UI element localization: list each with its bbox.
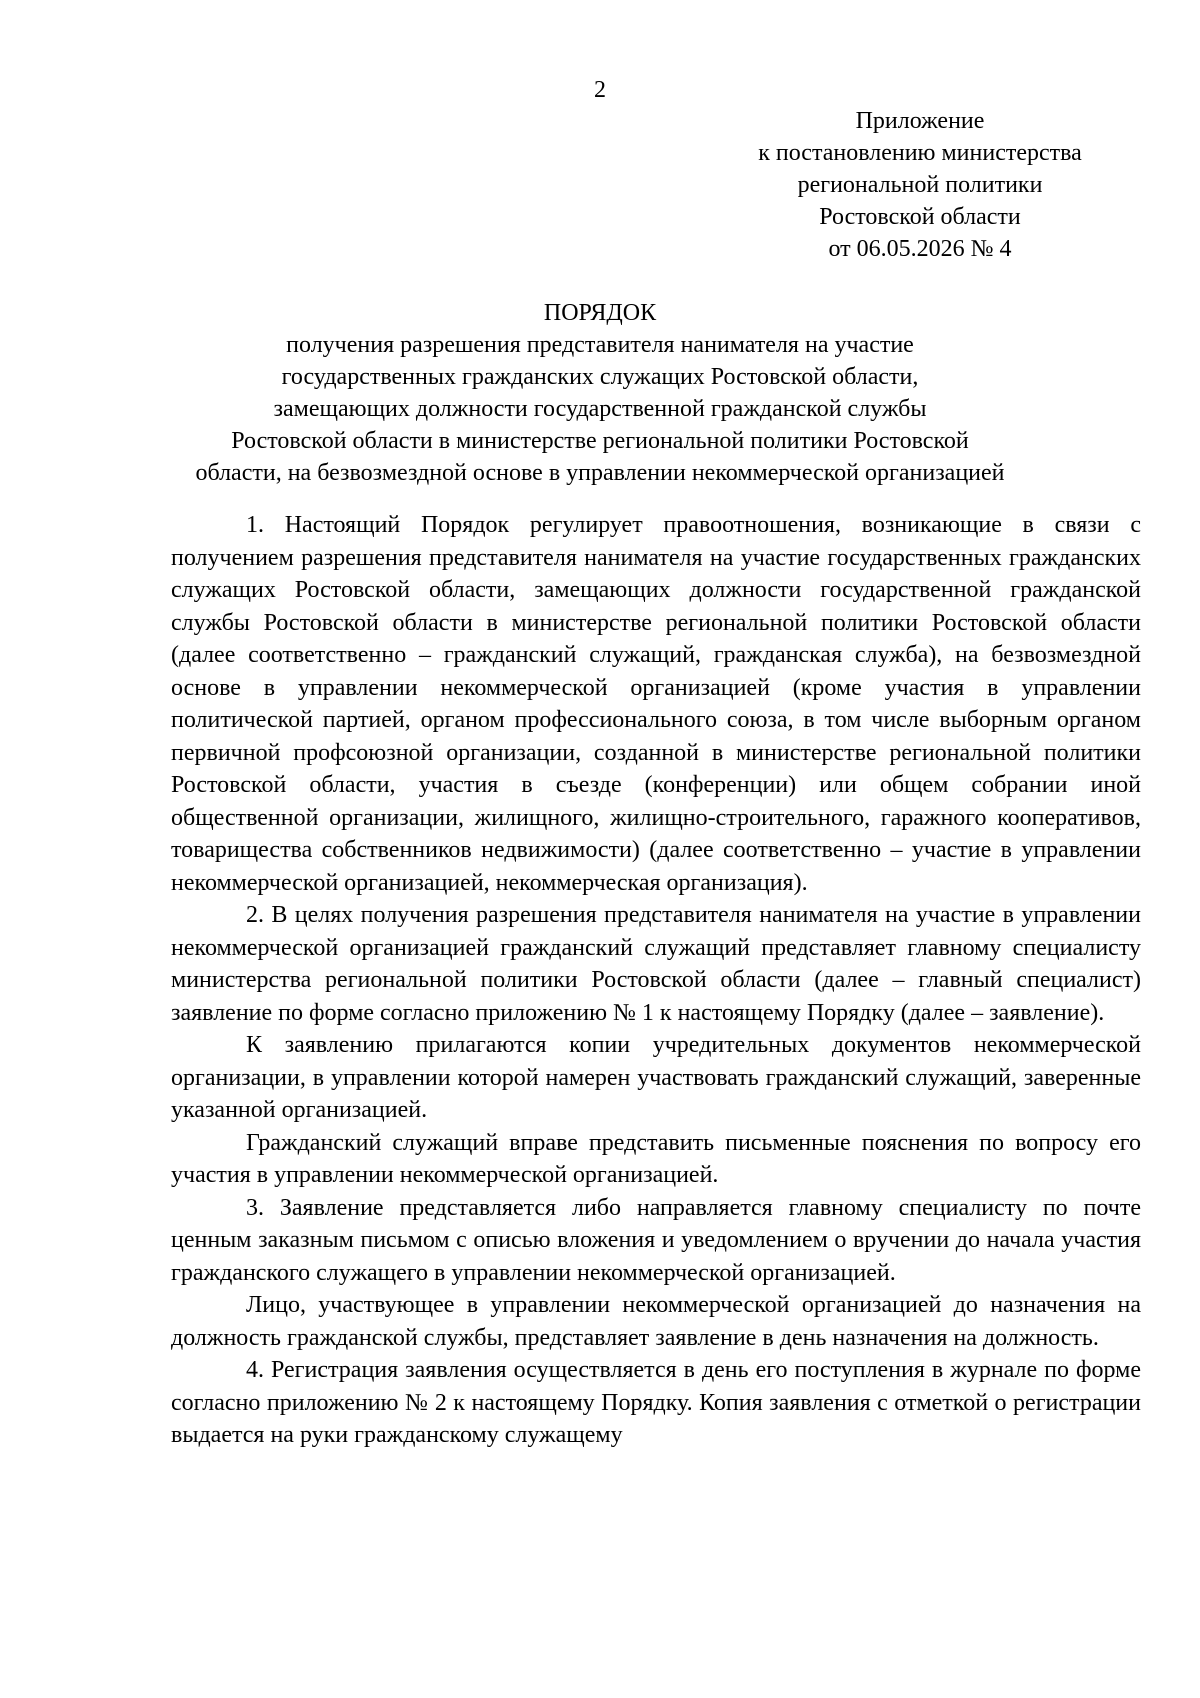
paragraph: 3. Заявление представляется либо направляется главному специалисту по почте ценным заказным письмом с описью вложения и уведомлением о вручении до начала участия гражданского служащего в управлении некоммерческой организацией. [171, 1194, 1141, 1286]
appendix-block [700, 105, 1140, 265]
page-number: 2 [594, 77, 606, 103]
subtitle-line: замещающих должности государственной гражданской службы [273, 396, 927, 422]
paragraph: К заявлению прилагаются копии учредительных документов некоммерческой организации, в управлении которой намерен участвовать гражданский служащий, заверенные указанной организацией. [171, 1032, 1141, 1123]
paragraph: Гражданский служащий вправе представить письменные пояснения по вопросу его участия в управлении некоммерческой организацией. [171, 1129, 1141, 1188]
subtitle-line: государственных гражданских служащих Ростовской области, [281, 364, 919, 390]
appendix-line: от 06.05.2026 № 4 [828, 236, 1012, 262]
paragraph: 4. Регистрация заявления осуществляется в день его поступления в журнале по форме согласно приложению № 2 к настоящему Порядку. Копия заявления с отметкой о регистрации выдается на руки гражданскому служащему [171, 1357, 1141, 1448]
document-body [171, 509, 1141, 1452]
subtitle-line: Ростовской области в министерстве региональной политики Ростовской [231, 428, 969, 454]
subtitle-line: области, на безвозмездной основе в управлении некоммерческой организацией [195, 460, 1005, 486]
document-subtitle [150, 329, 1050, 489]
paragraph: 1. Настоящий Порядок регулирует правоотношения, возникающие в связи с получением разрешения представителя нанимателя на участие государственных гражданских служащих Ростовской области, замещающих должности государственной гражданской службы Ростовской области в министерстве региональной политики Ростовской области (далее соответственно – гражданский служащий, гражданская служба), на безвозмездной основе в управлении некоммерческой организацией (кроме участия в управлении политической партией, органом профессионального союза, в том числе выборным органом первичной профсоюзной организации, созданной в министерстве региональной политики Ростовской области, участия в съезде (конференции) или общем собрании иной общественной организации, жилищного, жилищно-строительного, гаражного кооперативов, товарищества собственников недвижимости) (далее соответственно – участие в управлении некоммерческой организацией, некоммерческая организация). [171, 512, 1141, 896]
appendix-line: региональной политики [797, 172, 1043, 198]
paragraph: Лицо, участвующее в управлении некоммерческой организацией до назначения на должность гражданской службы, представляет заявление в день назначения на должность. [171, 1292, 1141, 1351]
appendix-line: Приложение [855, 108, 985, 134]
subtitle-line: получения разрешения представителя нанимателя на участие [286, 332, 914, 358]
appendix-line: к постановлению министерства [758, 140, 1082, 166]
document-title: ПОРЯДОК [543, 300, 657, 326]
paragraph: 2. В целях получения разрешения представителя нанимателя на участие в управлении некоммерческой организацией гражданский служащий представляет главному специалисту министерства региональной политики Ростовской области (далее – главный специалист) заявление по форме согласно приложению № 1 к настоящему Порядку (далее – заявление). [171, 902, 1141, 1026]
appendix-line: Ростовской области [819, 204, 1021, 230]
